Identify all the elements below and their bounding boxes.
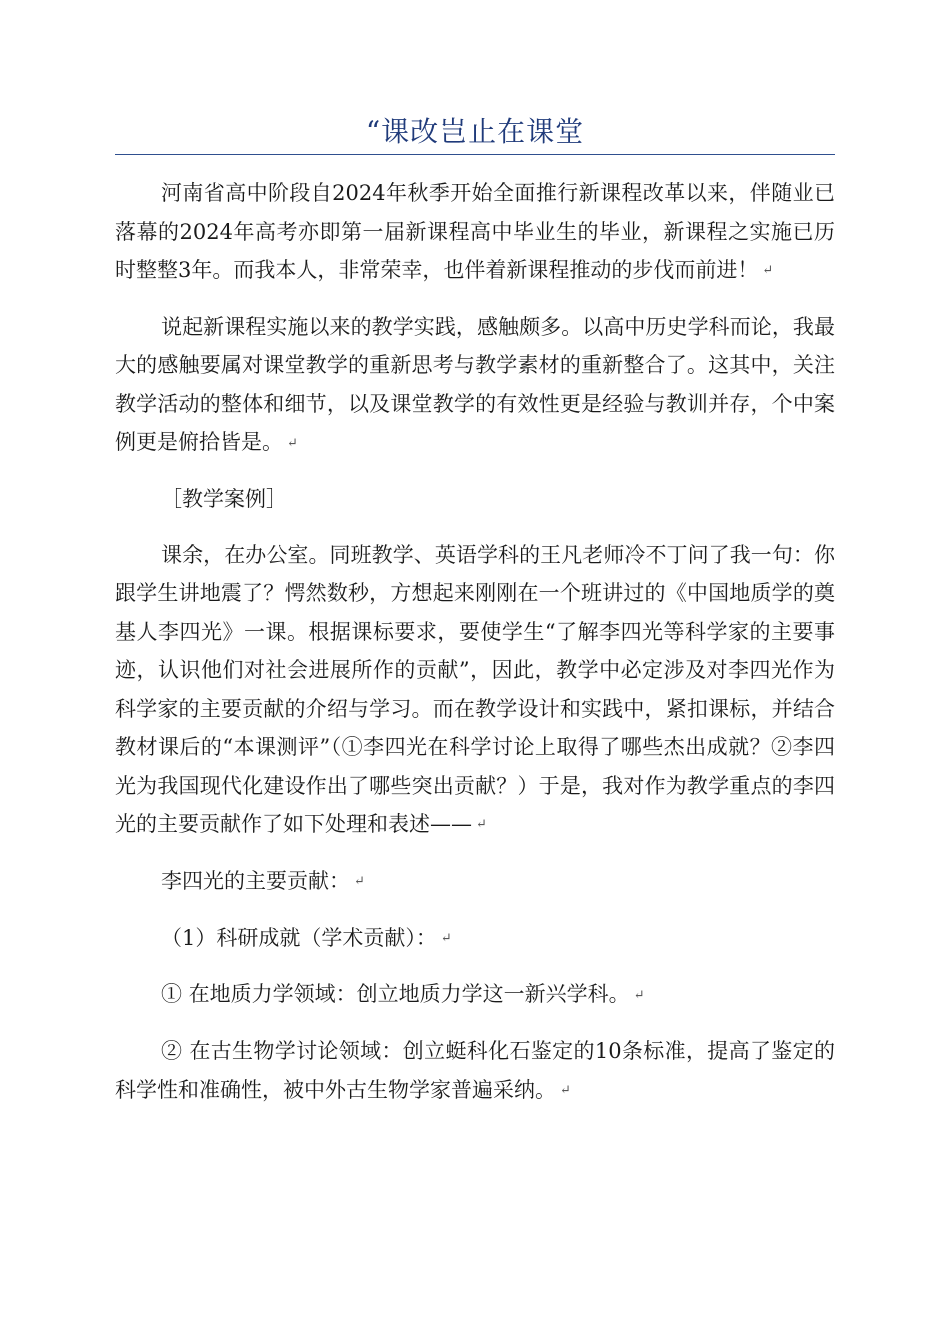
list-item xyxy=(115,975,835,1015)
paragraph-mark-icon: ↵ xyxy=(762,263,774,279)
paragraph-text: 说起新课程实施以来的教学实践，感触颇多。以高中历史学科而论，我最大的感触要属对课堂教学的重新思考与教学素材的重新整合了。这其中，关注教学活动的整体和细节，以及课堂教学的有效性更是经验与教训并存，个中案例更是俯拾皆是。 xyxy=(115,314,835,455)
list-item-text: ② 在古生物学讨论领域：创立蜓科化石鉴定的10条标准，提高了鉴定的科学性和准确性，被中外古生物学家普遍采纳。 xyxy=(115,1039,835,1102)
paragraph-mark-icon: ↵ xyxy=(440,930,452,946)
paragraph-mark-icon: ↵ xyxy=(633,987,645,1003)
paragraph-text: 河南省高中阶段自2024年秋季开始全面推行新课程改革以来，伴随业已落幕的2024年高考亦即第一届新课程高中毕业生的毕业，新课程之实施已历时整整3年。而我本人，非常荣幸，也伴着新课程推动的步伐而前进！ xyxy=(115,181,835,282)
paragraph-mark-icon: ↵ xyxy=(476,817,487,833)
section-heading-text: ［教学案例］ xyxy=(161,487,287,511)
title-divider xyxy=(115,154,835,155)
document-body xyxy=(115,174,835,1127)
paragraph-text: 课余，在办公室。同班教学、英语学科的王凡老师冷不丁问了我一句：你跟学生讲地震了？愕然数秒，方想起来刚刚在一个班讲过的《中国地质学的奠基人李四光》一课。根据课标要求，要使学生“了解李四光等科学家的主要事迹，认识他们对社会进展所作的贡献”，因此，教学中必定涉及对李四光作为科学家的主要贡献的介绍与学习。而在教学设计和实践中，紧扣课标，并结合教材课后的“本课测评”（①李四光在科学讨论上取得了哪些杰出成就？②李四光为我国现代化建设作出了哪些突出贡献？）于是，我对作为教学重点的李四光的主要贡献作了如下处理和表述—— xyxy=(115,542,835,836)
paragraph-mark-icon: ↵ xyxy=(287,435,298,451)
paragraph-mark-icon: ↵ xyxy=(560,1082,571,1098)
list-item-text: ① 在地质力学领域：创立地质力学这一新兴学科。 xyxy=(161,982,630,1007)
paragraph-mark-icon: ↵ xyxy=(354,874,365,889)
paragraph xyxy=(115,862,835,902)
paragraph xyxy=(115,174,835,291)
list-heading-text: （1）科研成就（学术贡献）： xyxy=(161,925,437,950)
page-title: “课改岂止在课堂 xyxy=(365,115,585,148)
list-heading xyxy=(115,919,835,959)
paragraph xyxy=(115,308,835,463)
paragraph xyxy=(115,536,835,845)
section-heading xyxy=(115,480,835,519)
list-item xyxy=(115,1032,835,1110)
paragraph-text: 李四光的主要贡献： xyxy=(161,868,350,893)
